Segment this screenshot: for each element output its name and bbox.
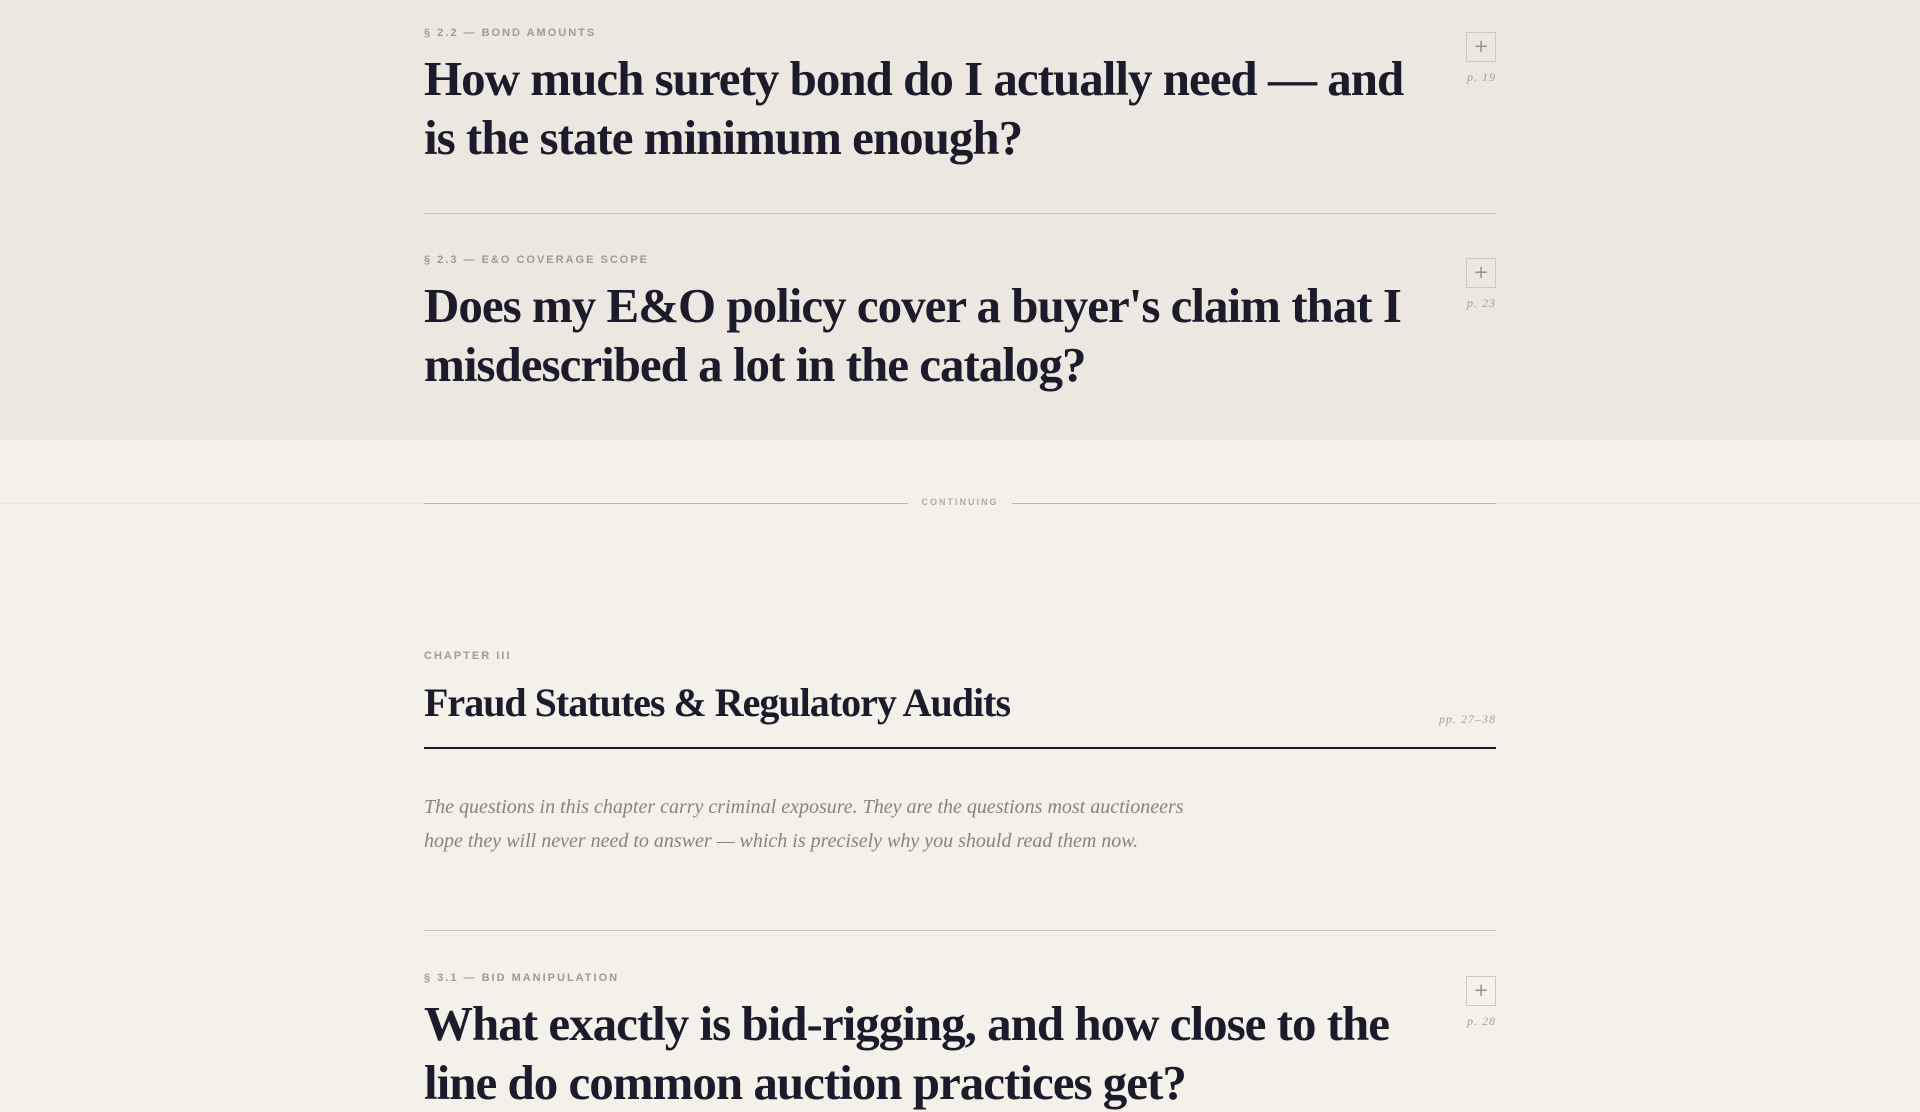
faq-item-3-1[interactable] — [424, 972, 1496, 1112]
page-reference: p. 28 — [1467, 1014, 1496, 1028]
chapter-title-rule — [424, 747, 1496, 749]
faq-item-2-3[interactable] — [424, 254, 1496, 394]
chapter-header — [424, 650, 1496, 727]
question-title[interactable]: What exactly is bid-rigging, and how close to the line do common auction practices get? — [424, 996, 1390, 1110]
page-reference: p. 23 — [1467, 296, 1496, 310]
chapter-eyebrow: CHAPTER III — [424, 650, 512, 662]
expand-plus-icon[interactable]: + — [1466, 32, 1496, 62]
section-eyebrow: § 2.3 — E&O COVERAGE SCOPE — [424, 254, 649, 266]
expand-plus-icon[interactable]: + — [1466, 976, 1496, 1006]
section-eyebrow: § 2.2 — BOND AMOUNTS — [424, 27, 597, 39]
chapter-intro: The questions in this chapter carry criminal exposure. They are the questions most auctioneers hope they will never need to answer — which is precisely why you should read them now. — [424, 796, 1184, 852]
section-divider — [424, 213, 1496, 214]
continuing-label: CONTINUING — [908, 496, 1012, 508]
chapter-page-range: pp. 27–38 — [1439, 712, 1496, 726]
question-title[interactable]: Does my E&O policy cover a buyer's claim that I misdescribed a lot in the catalog? — [424, 278, 1401, 392]
section-eyebrow: § 3.1 — BID MANIPULATION — [424, 972, 620, 984]
section-divider — [424, 930, 1496, 931]
page-reference: p. 19 — [1467, 70, 1496, 84]
question-title[interactable]: How much surety bond do I actually need — and is the state minimum enough? — [424, 51, 1404, 165]
chapter-intro-block — [424, 790, 1496, 858]
expand-plus-icon[interactable]: + — [1466, 258, 1496, 288]
chapter-title: Fraud Statutes & Regulatory Audits — [424, 680, 1011, 725]
faq-item-2-2[interactable] — [424, 27, 1496, 167]
